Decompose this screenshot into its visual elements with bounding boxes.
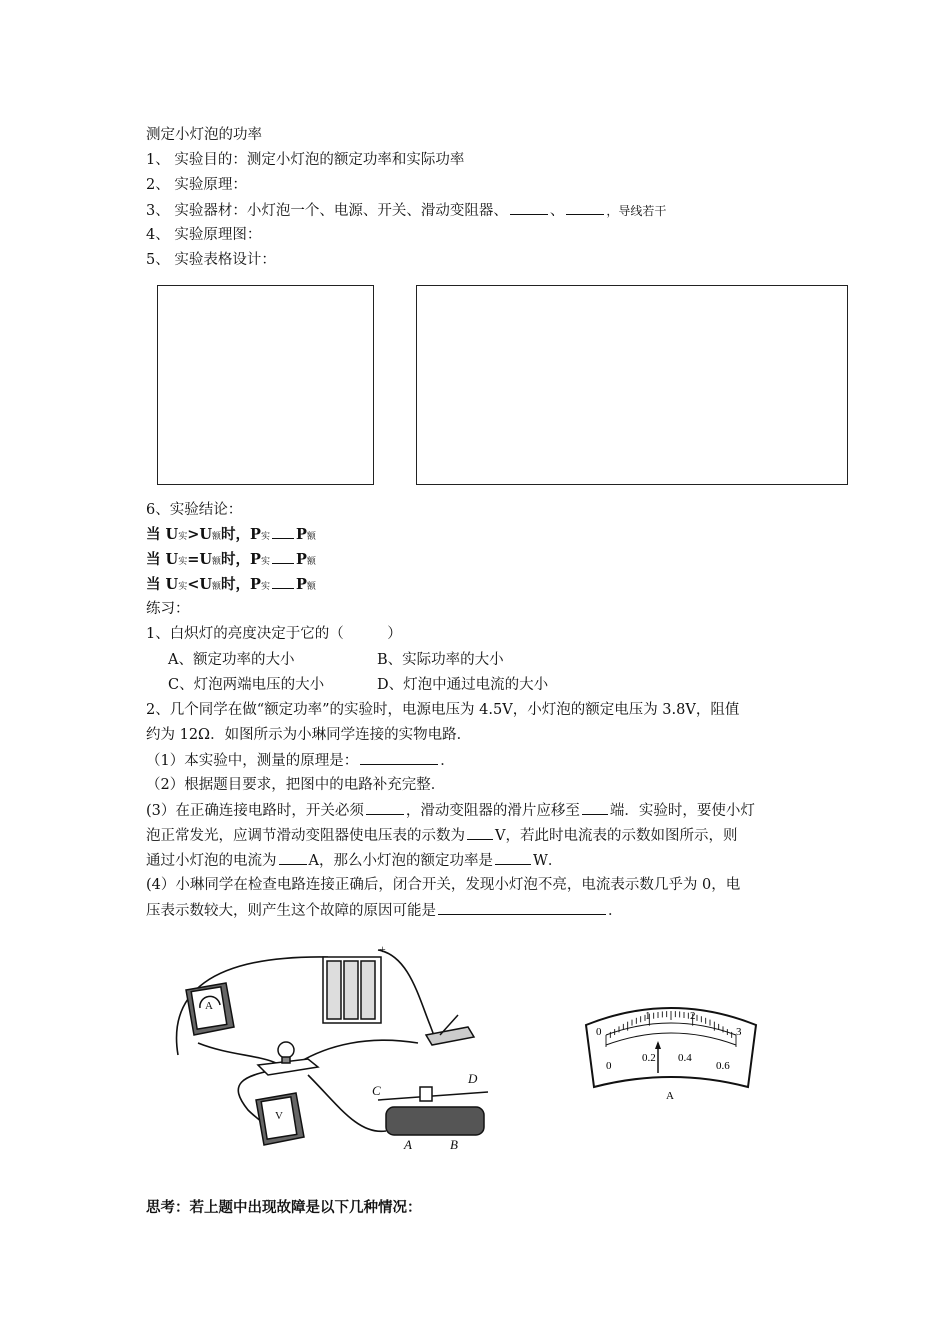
ammeter-dial <box>578 995 764 1105</box>
circuit-figure <box>168 935 508 1175</box>
svg-text:+: + <box>379 942 386 956</box>
q2-part-2: （2）根据题目要求，把图中的电路补充完整． <box>146 777 446 793</box>
scale-bottom-1: 0.2 <box>642 1052 656 1064</box>
q2-part-3-line-1 <box>146 800 755 821</box>
conclusion-text: 时，P <box>221 526 261 543</box>
q2-text: (3）在正确连接电路时，开关必须 <box>146 803 364 819</box>
page-title: 测定小灯泡的功率 <box>146 127 262 143</box>
conclusion-text: >U <box>187 526 213 543</box>
voltage-blank[interactable] <box>467 825 493 840</box>
conclusion-text: 时，P <box>221 576 261 593</box>
step-1: 1、 实验目的：测定小灯泡的额定功率和实际功率 <box>146 152 465 168</box>
power-blank[interactable] <box>495 850 531 865</box>
scale-bottom-2: 0.4 <box>678 1052 692 1064</box>
subscript: 实 <box>178 532 188 542</box>
subscript: 额 <box>306 582 316 592</box>
switch-state-blank[interactable] <box>366 800 404 815</box>
q2-text: 端．实验时，要使小灯 <box>609 803 755 819</box>
terminal-a-label: A <box>404 1137 412 1152</box>
step-3-sep: 、 <box>549 203 565 219</box>
exercise-title: 练习： <box>146 601 190 617</box>
think-heading: 思考：若上题中出现故障是以下几种情况： <box>146 1199 422 1216</box>
q2-line-2: 约为 12Ω．如图所示为小琳同学连接的实物电路． <box>146 727 472 743</box>
slider-end-blank[interactable] <box>582 800 608 815</box>
conclusion-text: 当 U <box>146 526 179 543</box>
conclusion-row <box>146 574 316 597</box>
table-design-box[interactable] <box>416 285 848 485</box>
subscript: 额 <box>212 532 222 542</box>
ammeter-symbol: A <box>205 1000 213 1012</box>
subscript: 实 <box>260 582 270 592</box>
circuit-diagram-box[interactable] <box>157 285 374 485</box>
step-3 <box>146 200 666 221</box>
conclusion-text: 时，P <box>221 551 261 568</box>
conclusion-blank[interactable] <box>272 524 294 539</box>
q2-part-4-line-1: (4）小琳同学在检查电路连接正确后，闭合开关，发现小灯泡不亮，电流表示数几乎为 0，电 <box>146 877 741 893</box>
q2-text: 通过小灯泡的电流为 <box>146 853 277 869</box>
conclusion-row <box>146 524 316 547</box>
battery-icon <box>323 942 386 1023</box>
terminal-b-label: B <box>450 1137 458 1152</box>
conclusion-text: P <box>295 576 307 593</box>
step-3-tail: ，导线若干 <box>606 204 667 218</box>
equipment-blank-2[interactable] <box>566 200 604 215</box>
rheostat-icon <box>372 1071 488 1152</box>
step-5: 5、 实验表格设计： <box>146 252 276 268</box>
q2-text: V，若此时电流表的示数如图所示，则 <box>495 828 738 844</box>
fault-reason-blank[interactable] <box>438 900 606 915</box>
scale-top-1: 1 <box>645 1010 651 1022</box>
subscript: 额 <box>306 557 316 567</box>
subscript: 实 <box>260 557 270 567</box>
voltmeter-icon <box>256 1093 304 1145</box>
q1-stem: 1、白炽灯的亮度决定于它的（ ） <box>146 626 402 642</box>
q2-text: ． <box>608 903 623 919</box>
subscript: 实 <box>178 557 188 567</box>
conclusion-text: P <box>295 526 307 543</box>
conclusion-text: 当 U <box>146 576 179 593</box>
q2-text: （1）本实验中，测量的原理是： <box>146 753 359 769</box>
q2-text: 压表示数较大，则产生这个故障的原因可能是 <box>146 903 436 919</box>
conclusion-row <box>146 549 316 572</box>
subscript: 额 <box>212 582 222 592</box>
q1-option-c[interactable]: C、灯泡两端电压的大小 <box>168 677 325 693</box>
principle-blank[interactable] <box>360 750 438 765</box>
scale-top-0: 0 <box>596 1026 602 1038</box>
voltmeter-symbol: V <box>275 1110 283 1122</box>
q2-text: A，那么小灯泡的额定功率是 <box>308 853 493 869</box>
subscript: 实 <box>260 532 270 542</box>
meter-unit: A <box>666 1090 674 1102</box>
subscript: 额 <box>212 557 222 567</box>
q2-part-3-line-2 <box>146 825 737 846</box>
q2-text: 泡正常发光，应调节滑动变阻器使电压表的示数为 <box>146 828 465 844</box>
q1-option-b[interactable]: B、实际功率的大小 <box>377 652 504 668</box>
subscript: 额 <box>306 532 316 542</box>
step-2: 2、 实验原理： <box>146 177 247 193</box>
subscript: 实 <box>178 582 188 592</box>
terminal-d-label: D <box>468 1071 478 1086</box>
scale-bottom-3: 0.6 <box>716 1060 730 1072</box>
q2-part-3-line-3 <box>146 850 562 871</box>
step-4: 4、 实验原理图： <box>146 227 262 243</box>
switch-icon <box>426 1015 474 1045</box>
q2-part-1 <box>146 750 455 771</box>
equipment-blank-1[interactable] <box>510 200 548 215</box>
ammeter-icon <box>186 983 234 1035</box>
q2-line-1: 2、几个同学在做“额定功率”的实验时，电源电压为 4.5V，小灯泡的额定电压为 3.8V，阻值 <box>146 702 740 718</box>
terminal-c-label: C <box>372 1083 381 1098</box>
q2-text: ． <box>440 753 455 769</box>
conclusion-text: =U <box>187 551 213 568</box>
step-3-text: 3、 实验器材：小灯泡一个、电源、开关、滑动变阻器、 <box>146 203 508 219</box>
q2-part-4-line-2 <box>146 900 623 921</box>
scale-bottom-0: 0 <box>606 1060 612 1072</box>
scale-top-3: 3 <box>736 1026 742 1038</box>
conclusion-blank[interactable] <box>272 574 294 589</box>
conclusion-text: <U <box>187 576 213 593</box>
current-blank[interactable] <box>279 850 307 865</box>
scale-top-2: 2 <box>690 1010 696 1022</box>
conclusion-text: P <box>295 551 307 568</box>
lamp-icon <box>258 1042 318 1075</box>
q1-option-d[interactable]: D、灯泡中通过电流的大小 <box>377 677 549 693</box>
conclusion-blank[interactable] <box>272 549 294 564</box>
q1-option-a[interactable]: A、额定功率的大小 <box>168 652 295 668</box>
q2-text: ，滑动变阻器的滑片应移至 <box>405 803 580 819</box>
q2-text: W． <box>532 853 563 869</box>
conclusion-title: 6、实验结论： <box>146 502 243 518</box>
conclusion-text: 当 U <box>146 551 179 568</box>
